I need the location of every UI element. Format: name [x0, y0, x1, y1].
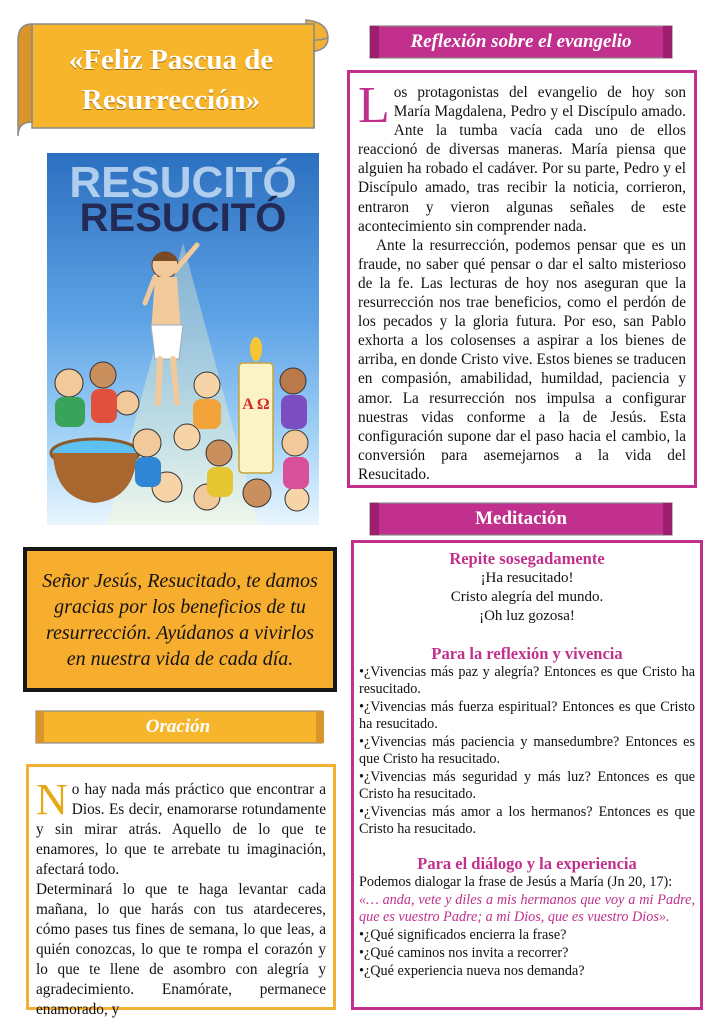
prayer-text: Señor Jesús, Resucitado, te damos gracias por los beneficios de tu resurrección. Ayúdanos a vivirlos en nuestra vida de cada día. — [42, 570, 318, 670]
repite-line: ¡Ha resucitado! — [480, 570, 574, 586]
page-title-line1: «Feliz Pascua de — [68, 44, 274, 76]
poster-illustration — [47, 153, 319, 525]
resucito-poster — [47, 153, 319, 525]
oracion-dropcap: N — [36, 775, 68, 824]
oracion-box — [26, 764, 336, 1018]
repite-heading: Repite sosegadamente — [449, 549, 605, 568]
poster-word: RESUCITÓ — [79, 196, 287, 240]
list-item: •¿Qué experiencia nueva nos demanda? — [359, 963, 585, 979]
dialogo-intro: Podemos dialogar la frase de Jesús a María (Jn 20, 17): — [359, 874, 673, 890]
reflexion-dropcap: L — [358, 77, 390, 134]
list-item: •¿Vivencias más amor a los hermanos? Entonces es que Cristo ha resucitado. — [359, 804, 695, 837]
oracion-paragraph-2: Determinará lo que te haga levantar cada mañana, lo que harás con tus atardeceres, cómo pases tus fines de semana, lo que leas, a quién conozcas, lo que te rompa el corazón y lo que te llene de asombro con alegría y agradecimiento. Enamórate, permanece enamorado, y — [36, 881, 326, 1018]
prayer-box — [23, 547, 337, 692]
page-title-line2: Resurrección» — [81, 84, 261, 116]
oracion-paragraph-1: o hay nada más práctico que encontrar a Dios. Es decir, enamorarse rotundamente y sin mirar atrás. Aquello de lo que te enamores, lo que te arrebate tu imaginación, afectará todo. — [36, 781, 326, 878]
poster-word-shadow: RESUCITÓ — [69, 158, 297, 207]
repite-line: ¡Oh luz gozosa! — [479, 608, 575, 624]
dialogo-quote: «… anda, vete y diles a mis hermanos que voy a mi Padre, que es vuestro Padre; a mi Dios, que es vuestro Dios». — [359, 892, 695, 925]
list-item: •¿Vivencias más paz y alegría? Entonces es que Cristo ha resucitado. — [359, 664, 695, 697]
list-item: •¿Vivencias más seguridad y más luz? Entonces es que Cristo ha resucitado. — [359, 769, 695, 802]
list-item: •¿Vivencias más fuerza espiritual? Entonces es que Cristo ha resucitado. — [359, 699, 695, 732]
reflexion-paragraph-1: os protagonistas del evangelio de hoy son María Magdalena, Pedro y el Discípulo amado. Ante la tumba vacía cada uno de ellos reaccionó de diversas maneras. María piensa que alguien ha robado el cadáver. Por su parte, Pedro y el Discípulo amado, tras recibir la noticia, corrieron, entraron y vieron algunas señales de este acontecimiento sin comprender nada. — [358, 84, 686, 235]
list-item: •¿Vivencias más paciencia y mansedumbre? Entonces es que Cristo ha resucitado. — [359, 734, 695, 767]
candle-letters: A Ω — [242, 396, 270, 413]
repite-line: Cristo alegría del mundo. — [450, 589, 604, 605]
list-item: •¿Qué significados encierra la frase? — [359, 927, 567, 943]
reflexion-box — [347, 70, 697, 488]
reflexion-paragraph-2: Ante la resurrección, podemos pensar que es un fraude, no saber qué pensar o dar el salto misterioso de la fe. Las lecturas de hoy nos aseguran que la resurrección nos trae beneficios, como el perdón de los pecados y la gloria futura. Por eso, san Pablo exhorta a los colosenses a aspirar a los bienes de arriba, en donde Cristo vive. Estos bienes se traducen en compasión, amabilidad, humildad, paciencia y amor. La resurrección nos impulsa a configurar nuestras vidas conforme a la de Jesús. Esta configuración supone dar el paso hacia el cambio, la conversión para asemejarnos a la vida del Resucitado. — [358, 236, 686, 483]
meditacion-box — [351, 540, 703, 1010]
preguntas-list — [359, 927, 695, 980]
oracion-heading: Oración — [145, 716, 211, 737]
reflexion-heading: Reflexión sobre el evangelio — [410, 31, 632, 52]
page-title — [40, 40, 302, 122]
reflexion-vivencia-heading: Para la reflexión y vivencia — [431, 644, 623, 663]
dialogo-heading: Para el diálogo y la experiencia — [417, 854, 637, 873]
repite-lines — [359, 569, 695, 626]
meditacion-heading: Meditación — [475, 508, 567, 529]
list-item: •¿Qué caminos nos invita a recorrer? — [359, 945, 569, 961]
vivencias-list — [359, 664, 695, 838]
